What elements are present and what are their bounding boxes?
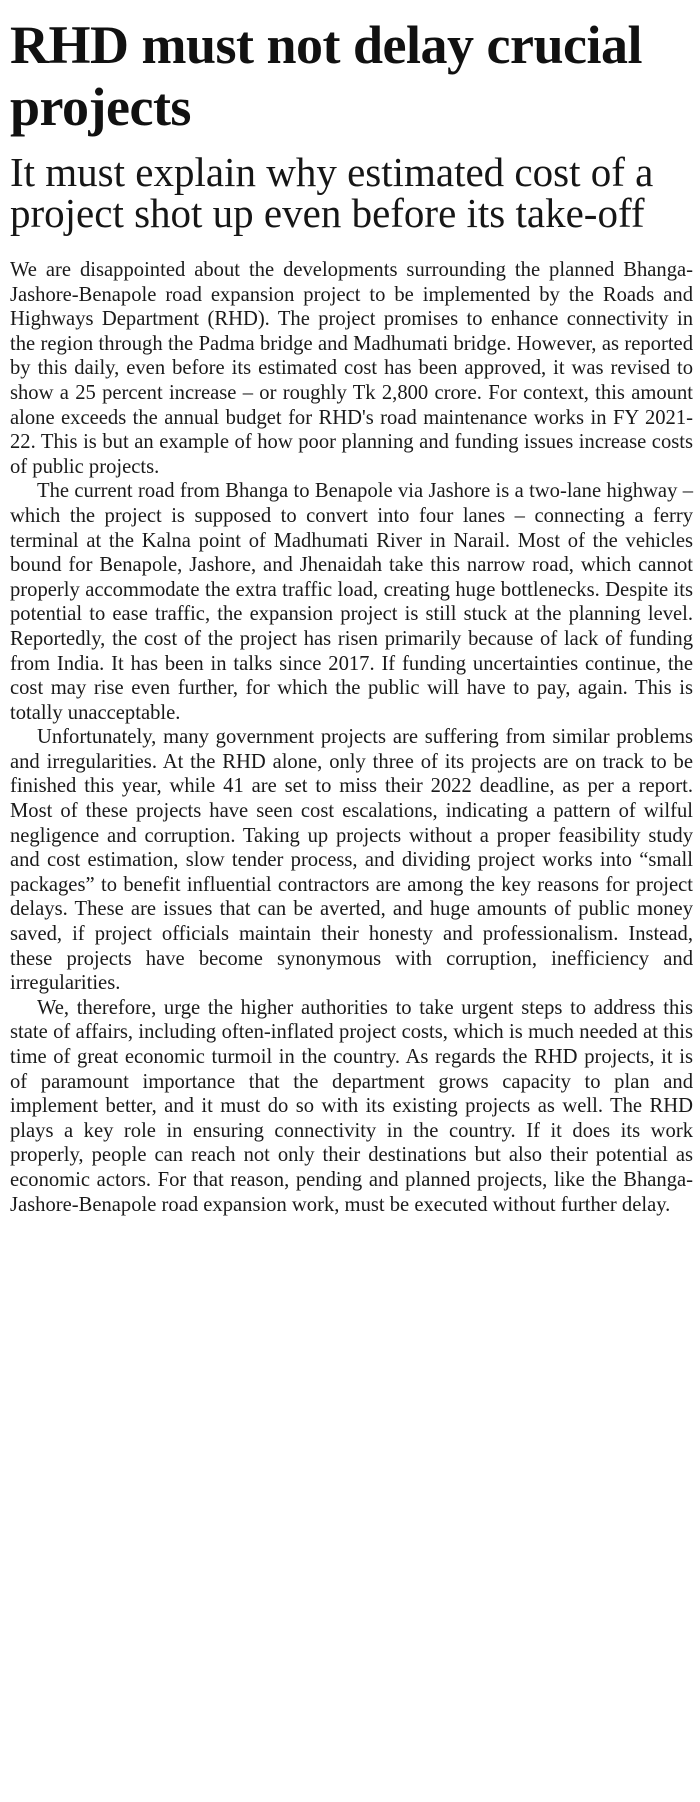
paragraph-4: We, therefore, urge the higher authorities to take urgent steps to address this state of affairs, including often-inflated project costs, which is much needed at this time of great economic turmoil in the country. As regards the RHD projects, it is of paramount importance that the department grows capacity to plan and implement better, and it must do so with its existing projects as well. The RHD plays a key role in ensuring connectivity in the country. If it does its work properly, people can reach not only their destinations but also their potential as economic actors. For that reason, pending and planned projects, like the Bhanga-Jashore-Benapole road expansion work, must be executed without further delay. bbox=[10, 996, 693, 1216]
article-body bbox=[10, 258, 693, 1217]
paragraph-1: We are disappointed about the developments surrounding the planned Bhanga-Jashore-Benapole road expansion project to be implemented by the Roads and Highways Department (RHD). The project promises to enhance connectivity in the region through the Padma bridge and Madhumati bridge. However, as reported by this daily, even before its estimated cost has been approved, it was revised to show a 25 percent increase – or roughly Tk 2,800 crore. For context, this amount alone exceeds the annual budget for RHD's road maintenance works in FY 2021-22. This is but an example of how poor planning and funding issues increase costs of public projects. bbox=[10, 259, 693, 478]
subheadline: It must explain why estimated cost of a project shot up even before its take-off bbox=[10, 149, 654, 236]
editorial-article bbox=[10, 0, 693, 1217]
paragraph-2: The current road from Bhanga to Benapole via Jashore is a two-lane highway – which the project is supposed to convert into four lanes – connecting a ferry terminal at the Kalna point of Madhumati River in Narail. Most of the vehicles bound for Benapole, Jashore, and Jhenaidah take this narrow road, which cannot properly accommodate the extra traffic load, creating huge bottlenecks. Despite its potential to ease traffic, the expansion project is still stuck at the planning level. Reportedly, the cost of the project has risen primarily because of lack of funding from India. It has been in talks since 2017. If funding uncertainties continue, the cost may rise even further, for which the public will have to pay, again. This is totally unacceptable. bbox=[10, 480, 693, 724]
paragraph-3: Unfortunately, many government projects are suffering from similar problems and irregularities. At the RHD alone, only three of its projects are on track to be finished this year, while 41 are set to miss their 2022 deadline, as per a report. Most of these projects have seen cost escalations, indicating a pattern of wilful negligence and corruption. Taking up projects without a proper feasibility study and cost estimation, slow tender process, and dividing project works into “small packages” to benefit influential contractors are among the key reasons for project delays. These are issues that can be averted, and huge amounts of public money saved, if project officials maintain their honesty and professionalism. Instead, these projects have become synonymous with corruption, inefficiency and irregularities. bbox=[10, 726, 693, 995]
headline: RHD must not delay crucial projects bbox=[10, 15, 642, 137]
